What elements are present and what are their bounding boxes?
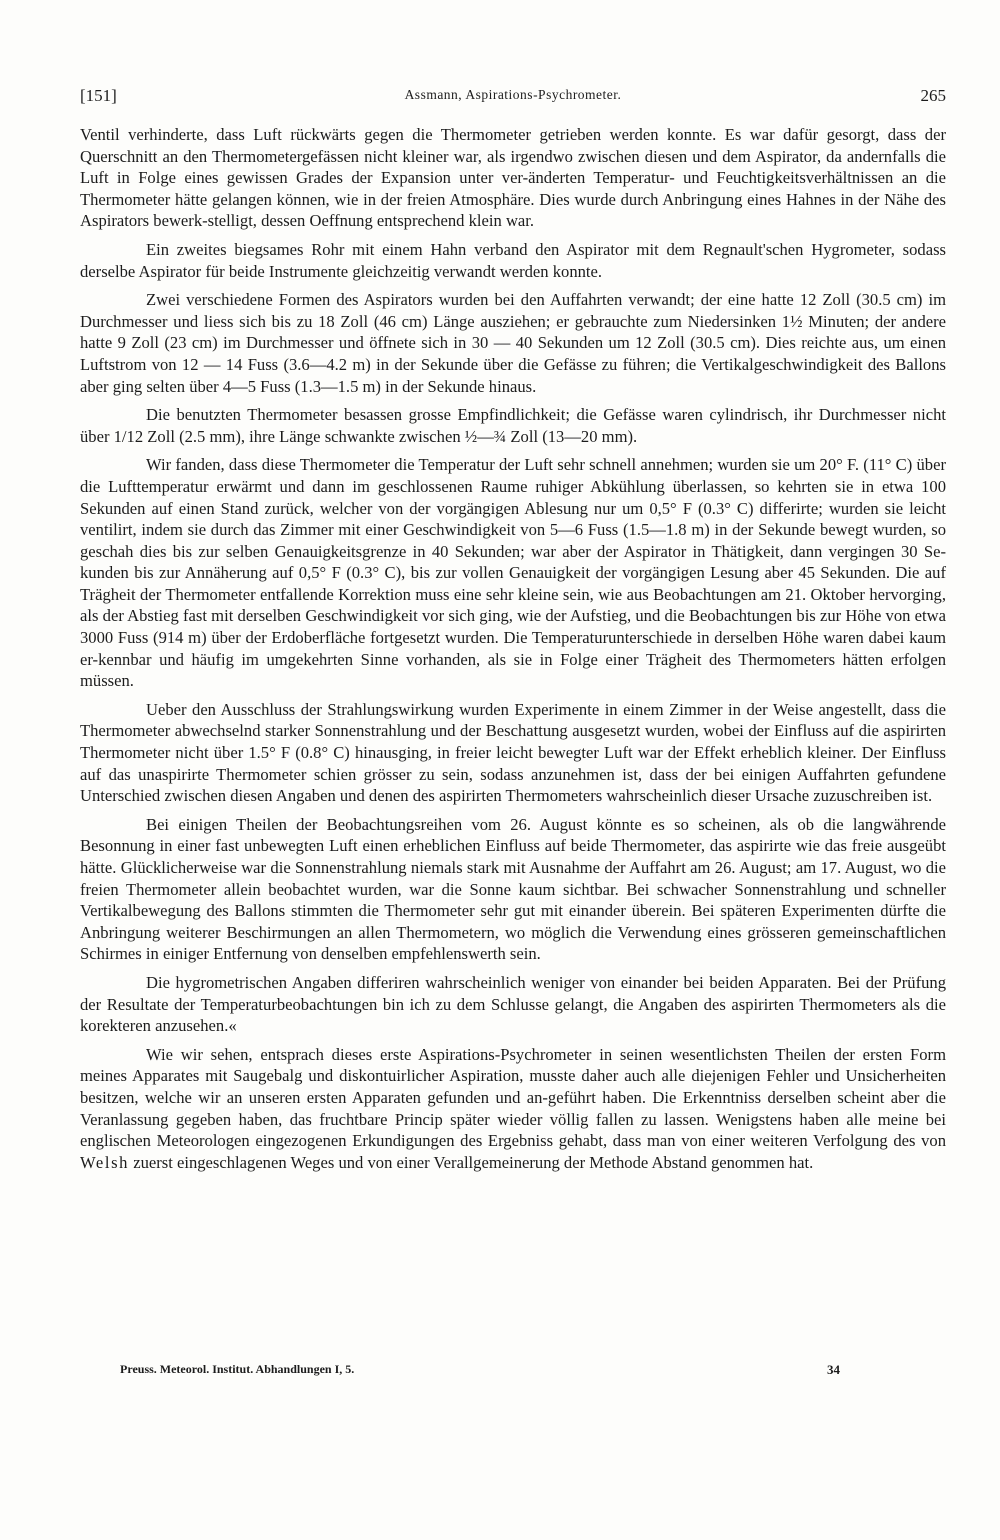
paragraph-2: Ein zweites biegsames Rohr mit einem Hahn verband den Aspirator mit dem Regnault'schen Hygrometer, sodass derselbe Aspirator für beide Instrumente gleichzeitig verwandt werden konnte. [80,239,946,281]
paragraph-9-part-1: Wie wir sehen, entsprach dieses erste Aspirations-Psychrometer in seinen wesentlichsten Theilen der ersten Form meines Apparates mit Saugebalg und diskontuirlicher Aspiration, musste daher auch alle diejenigen Fehler und Unsicherheiten besitzen, welche wir an unseren ersten Apparaten gefunden und an-geführt haben. Die Erkenntniss derselben scheint aber die Veranlassung gegeben haben, das fruchtbare Princip später wieder völlig fallen zu lassen. Wenigstens haben alle meine bei englischen Meteorologen eingezogenen Erkundigungen des Ergebniss gehabt, dass man von einer weiteren Verfolgung des von [80,1044,946,1151]
paragraph-9-part-2: zuerst eingeschlagenen Weges und von einer Verallgemeinerung der Methode Abstand genommen hat. [133,1152,814,1172]
page-footer [120,1362,840,1382]
section-reference: [151] [80,86,117,105]
paragraph-6: Ueber den Ausschluss der Strahlungswirkung wurden Experimente in einem Zimmer in der Weise angestellt, dass die Thermometer abwechselnd starker Sonnenstrahlung und der Beschattung ausgesetzt wurden, wobei der Einfluss auf die aspirirten Thermometer nicht über 1.5° F (0.8° C) hinausging, in freier leicht bewegter Luft war der Effekt erheblich kleiner. Der Einfluss auf das unaspirirte Thermometer schien grösser zu sein, sodass anzunehmen ist, dass der bei einigen Auffahrten gefundene Unterschied zwischen diesen Angaben und denen des aspirirten Thermometers wahrscheinlich dieser Ursache zuzuschreiben ist. [80,699,946,806]
paragraph-3: Zwei verschiedene Formen des Aspirators wurden bei den Auffahrten verwandt; der eine hatte 12 Zoll (30.5 cm) im Durchmesser und liess sich bis zu 18 Zoll (46 cm) Länge ausziehen; er gebrauchte zum Niedersinken 1½ Minuten; der andere hatte 9 Zoll (23 cm) im Durchmesser und öffnete sich in 30 — 40 Sekunden um 12 Zoll (30.5 cm). Dies reichte aus, um einen Luftstrom von 12 — 14 Fuss (3.6—4.2 m) in der Sekunde über die Gefässe zu führen; die Vertikalgeschwindigkeit des Ballons aber ging selten über 4—5 Fuss (1.3—1.5 m) in der Sekunde hinaus. [80,290,946,396]
paragraph-5: Wir fanden, dass diese Thermometer die Temperatur der Luft sehr schnell annehmen; wurden sie um 20° F. (11° C) über die Lufttemperatur erwärmt und dann im geschlossenen Raume ruhiger Abkühlung überlassen, so kehrten sie in etwa 100 Sekunden auf einen Stand zurück, welcher von der vorgängigen Ablesung nur um 0,5° F (0.3° C) differirte; wurden sie leicht ventilirt, indem sie durch das Zimmer mit einer Geschwindigkeit von 5—6 Fuss (1.5—1.8 m) in der Sekunde bewegt wurden, so geschah dies bis zur selben Genauigkeitsgrenze in 40 Sekunden; war aber der Aspirator in Thätigkeit, dann vergingen 30 Se-kunden bis zur Annäherung auf 0,5° F (0.3° C), bis zur vollen Genauigkeit der vorgängigen Lesung aber 45 Sekunden. Die auf Trägheit der Thermometer entfallende Korrektion muss eine sehr kleine sein, wie aus Beobachtungen am 21. Oktober hervorging, als der Abstieg fast mit derselben Geschwindigkeit vor sich ging, wie der Aufstieg, und die Beobachtungen bis zur Höhe von etwa 3000 Fuss (914 m) über der Erdoberfläche fortgesetzt wurden. Die Temperaturunterschiede in derselben Höhe waren dabei kaum er-kennbar und häufig im umgekehrten Sinne vorhanden, als sie in Folge einer Trägheit des Thermometers hätten erfolgen müssen. [80,455,946,691]
running-title: Assmann, Aspirations-Psychrometer. [404,87,622,102]
paragraph-8: Die hygrometrischen Angaben differiren wahrscheinlich weniger von einander bei beiden Apparaten. Bei der Prüfung der Resultate der Temperaturbeobachtungen bin ich zu dem Schlusse gelangt, die Angaben des aspirirten Thermometers als die korekteren anzusehen.« [80,972,946,1036]
paragraph-9 [80,1044,946,1174]
paragraph-4: Die benutzten Thermometer besassen grosse Empfindlichkeit; die Gefässe waren cylindrisch, ihr Durchmesser nicht über 1/12 Zoll (2.5 mm), ihre Länge schwankte zwischen ½—¾ Zoll (13—20 mm). [80,405,946,446]
body-text [80,124,946,1180]
author-name-welsh: Welsh [80,1152,130,1172]
running-header [80,86,946,112]
paragraph-1: Ventil verhinderte, dass Luft rückwärts gegen die Thermometer getrieben werden konnte. Es war dafür gesorgt, dass der Querschnitt an den Thermometergefässen nicht kleiner war, als irgendwo zwischen diesen und dem Aspirator, da andernfalls die Luft in Folge eines gewissen Grades der Expansion unter ver-änderten Temperatur- und Feuchtigkeitsverhältnissen an die Thermometer hätte gelangen können, wie in der freien Atmosphäre. Dies wurde durch Anbringung eines Hahnes in der Nähe des Aspirators bewerk-stelligt, dessen Oeffnung entsprechend klein war. [80,125,946,231]
paragraph-7: Bei einigen Theilen der Beobachtungsreihen vom 26. August könnte es so scheinen, als ob die langwährende Besonnung in einer fast unbewegten Luft einen erheblichen Einfluss auf beide Thermometer, das aspirirte wie das freie ausgeübt hätte. Glücklicherweise war die Sonnenstrahlung niemals stark mit Ausnahme der Auffahrt am 26. August; am 17. August, wo die freien Thermometer allein beobachtet wurden, war die Sonne kaum sichtbar. Bei schwacher Sonnenstrahlung und schneller Vertikalbewegung des Ballons stimmten die Thermometer sehr gut mit einander überein. Bei späteren Experimenten dürfte die Anbringung weiterer Beschirmungen an allen Thermometern, wo möglich die Verwendung eines grösseren gemeinschaftlichen Schirmes in einiger Entfernung von denselben empfehlenswerth sein. [80,814,946,964]
page-number: 265 [920,86,946,105]
footer-sheet-number: 34 [827,1362,840,1377]
footer-publication: Preuss. Meteorol. Institut. Abhandlungen I, 5. [120,1362,355,1376]
